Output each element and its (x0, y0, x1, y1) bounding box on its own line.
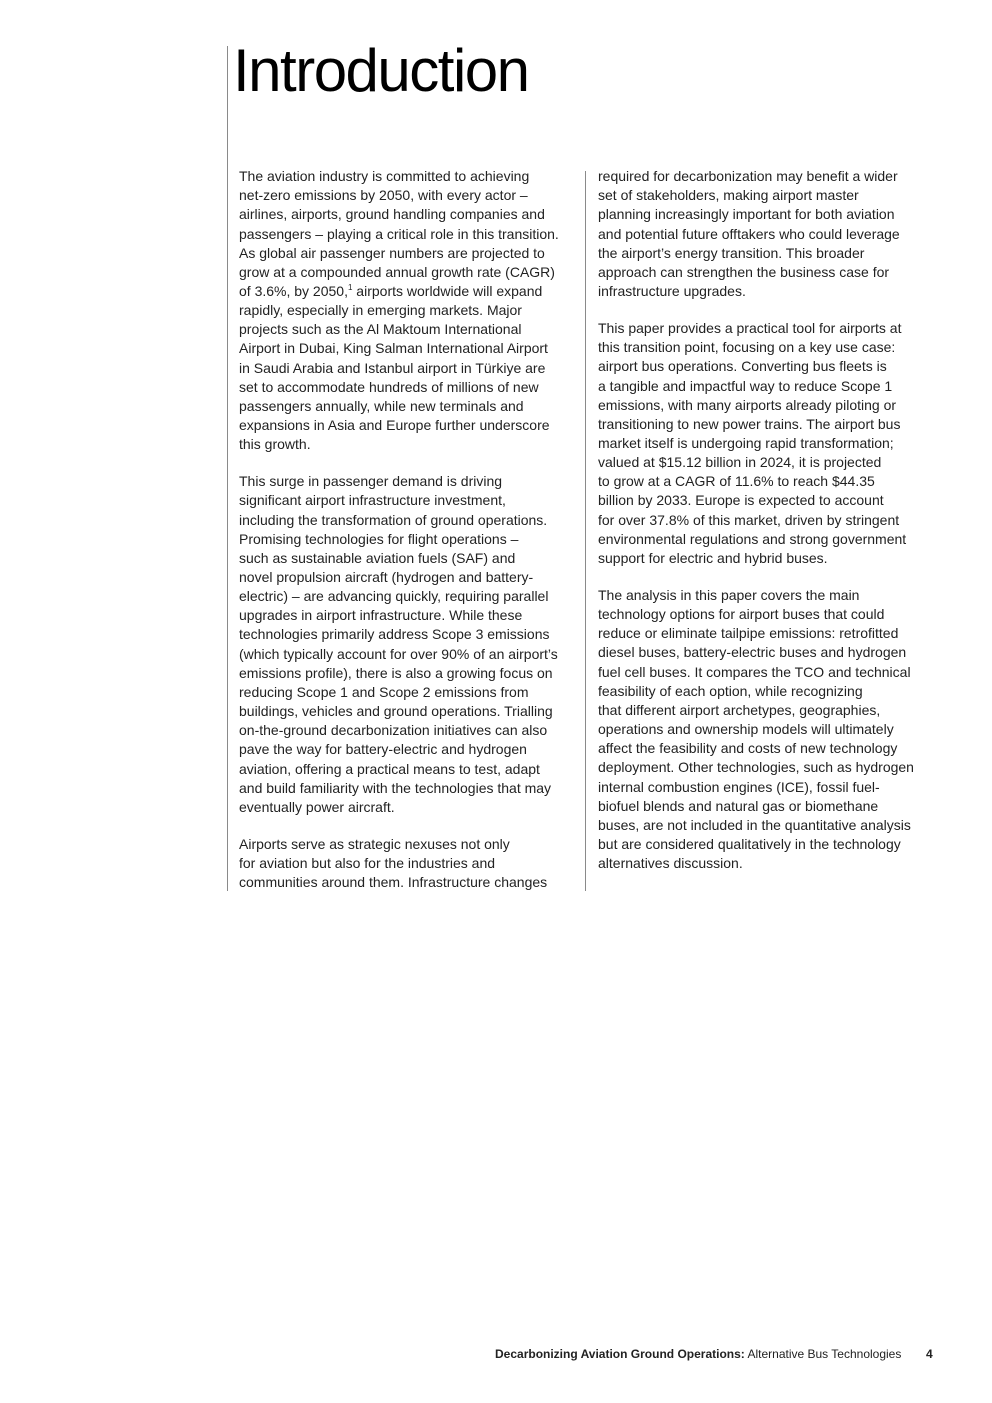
text-line: projects such as the Al Maktoum International (239, 321, 522, 338)
text-line: operations and ownership models will ultimately (598, 721, 894, 737)
text-line: a tangible and impactful way to reduce Scope 1 (598, 377, 893, 394)
text-line: Airports serve as strategic nexuses not only (239, 835, 510, 852)
text-line: in Saudi Arabia and Istanbul airport in Türkiye are (239, 359, 546, 376)
text-line: technology options for airport buses that could (598, 606, 885, 623)
text-line: grow at a compounded annual growth rate (CAGR) (239, 263, 555, 280)
text-line: billion by 2033. Europe is expected to account (598, 492, 884, 509)
text-line: pave the way for battery-electric and hydrogen (239, 741, 527, 758)
text-line: technologies primarily address Scope 3 emissions (239, 626, 550, 643)
text-line: required for decarbonization may benefit a wider (598, 168, 898, 184)
text-line: deployment. Other technologies, such as hydrogen (598, 759, 914, 776)
text-line: on-the-ground decarbonization initiatives can also (239, 722, 548, 739)
footnote-ref: 1 (347, 282, 353, 292)
text-line: planning increasingly important for both aviation (598, 206, 895, 223)
column-divider (585, 171, 586, 891)
text-line: for over 37.8% of this market, driven by stringent (598, 511, 900, 528)
text-line: feasibility of each option, while recognizing (598, 682, 863, 699)
text-line: emissions, with many airports already piloting or (598, 396, 897, 413)
text-line: passengers – playing a critical role in this transition. (239, 225, 559, 242)
text-line: significant airport infrastructure investment, (239, 492, 506, 509)
text-line: for aviation but also for the industries and (239, 855, 496, 872)
text-line: passengers annually, while new terminals and (239, 397, 524, 414)
text-line: diesel buses, battery-electric buses and hydrogen (598, 644, 907, 661)
text-line: biofuel blends and natural gas or biomethane (598, 797, 879, 814)
text-line: expansions in Asia and Europe further underscore (239, 416, 550, 433)
text-line: reduce or eliminate tailpipe emissions: retrofitted (598, 625, 899, 642)
text-line: this transition point, focusing on a key use case: (598, 339, 896, 356)
text-line: buildings, vehicles and ground operations. Trialling (239, 703, 553, 719)
text-line: environmental regulations and strong government (598, 530, 907, 547)
text-line: This paper provides a practical tool for airports at (598, 320, 902, 336)
title-rule (227, 46, 228, 891)
text-line: approach can strengthen the business case for (598, 263, 890, 280)
text-line: electric) – are advancing quickly, requiring parallel (239, 588, 549, 605)
cagr-text-end: airports worldwide will expand (352, 282, 543, 299)
text-line: and build familiarity with the technologies that may (239, 779, 552, 796)
text-line: valued at $15.12 billion in 2024, it is projected (598, 454, 882, 471)
text-line: As global air passenger numbers are projected to (239, 244, 545, 261)
text-line: that different airport archetypes, geographies, (598, 701, 881, 718)
text-line: This surge in passenger demand is driving (239, 473, 503, 490)
text-line: buses, are not included in the quantitative analysis (598, 816, 911, 833)
text-line: such as sustainable aviation fuels (SAF) and (239, 549, 516, 566)
footer-title-bold: Decarbonizing Aviation Ground Operations: (495, 1347, 745, 1361)
footer-report-title (495, 1346, 901, 1362)
text-line: set of stakeholders, making airport master (598, 187, 859, 204)
text-line: airport bus operations. Converting bus fleets is (598, 358, 887, 375)
text-line: including the transformation of ground operations. (239, 511, 548, 528)
text-line: to grow at a CAGR of 11.6% to reach $44.35 (598, 473, 875, 490)
page-number: 4 (926, 1347, 933, 1361)
text-line: the airport’s energy transition. This broader (598, 244, 865, 261)
text-line: fuel cell buses. It compares the TCO and technical (598, 663, 911, 680)
text-line: but are considered qualitatively in the technology (598, 835, 901, 852)
cagr-text: of 3.6%, by 2050, (239, 282, 348, 299)
text-line: support for electric and hybrid buses. (598, 549, 828, 566)
page-title: Introduction (233, 37, 529, 104)
text-line: emissions profile), there is also a growing focus on (239, 664, 553, 681)
text-line: eventually power aircraft. (239, 798, 395, 815)
footer-subtitle: Alternative Bus Technologies (744, 1347, 902, 1361)
text-line: net-zero emissions by 2050, with every actor – (239, 187, 528, 204)
text-line: market itself is undergoing rapid transformation; (598, 434, 894, 451)
text-line: communities around them. Infrastructure changes (239, 874, 548, 891)
text-line: airlines, airports, ground handling companies and (239, 206, 545, 223)
text-line: Promising technologies for flight operations – (239, 530, 519, 547)
text-line: aviation, offering a practical means to test, adapt (239, 760, 540, 777)
text-line: this growth. (239, 436, 311, 453)
text-line: internal combustion engines (ICE), fossil fuel- (598, 778, 880, 795)
text-line: upgrades in airport infrastructure. While these (239, 607, 523, 624)
text-line: infrastructure upgrades. (598, 282, 746, 299)
text-line: transitioning to new power trains. The airport bus (598, 415, 901, 432)
text-line: The aviation industry is committed to achieving (239, 168, 530, 184)
text-line: affect the feasibility and costs of new technology (598, 740, 898, 757)
text-line: Airport in Dubai, King Salman International Airport (239, 340, 548, 357)
text-line: and potential future offtakers who could leverage (598, 225, 900, 242)
text-line: rapidly, especially in emerging markets. Major (239, 302, 522, 318)
text-line: (which typically account for over 90% of an airport’s (239, 645, 558, 662)
text-line: novel propulsion aircraft (hydrogen and battery- (239, 569, 534, 585)
text-line: alternatives discussion. (598, 855, 743, 872)
text-line: reducing Scope 1 and Scope 2 emissions from (239, 683, 529, 700)
text-line: The analysis in this paper covers the main (598, 587, 860, 603)
text-line (239, 282, 542, 301)
text-line: set to accommodate hundreds of millions of new (239, 378, 539, 395)
